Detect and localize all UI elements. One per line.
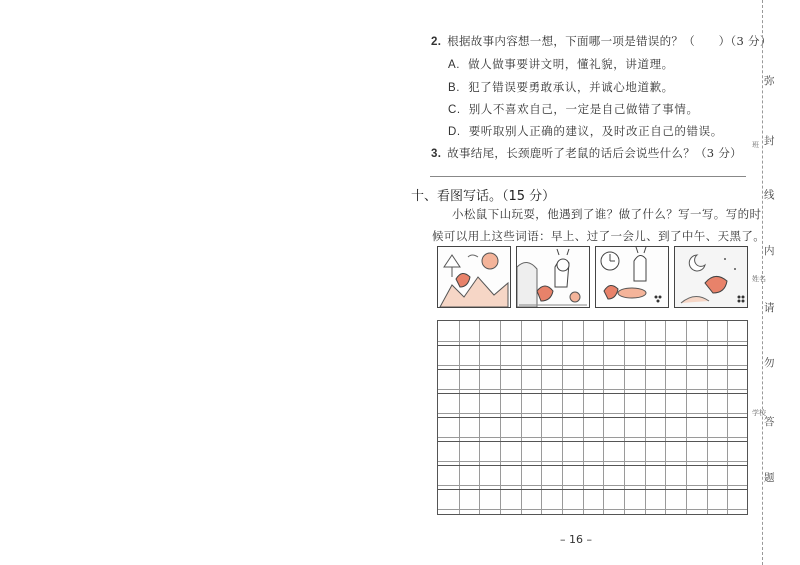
question-text: 故事结尾，长颈鹿听了老鼠的话后会说些什么？（3 分） — [447, 146, 742, 160]
picture-noon — [595, 246, 669, 308]
option-c — [448, 101, 699, 117]
option-letter: C. — [448, 104, 461, 116]
question-3 — [431, 145, 742, 161]
question-number: 3. — [431, 148, 442, 160]
binding-char: 线 — [764, 189, 775, 201]
option-text: 别人不喜欢自己，一定是自己做错了事情。 — [468, 102, 699, 116]
picture-morning — [437, 246, 511, 308]
writing-grid[interactable] — [437, 320, 748, 515]
option-letter: D. — [448, 126, 461, 138]
binding-char: 内 — [764, 245, 775, 257]
answer-line — [430, 176, 746, 177]
section-title: 十、看图写话。（15 分） — [411, 189, 556, 204]
binding-char: 题 — [764, 472, 775, 484]
option-text: 做人做事要讲文明，懂礼貌，讲道理。 — [468, 57, 674, 71]
binding-char: 请 — [764, 302, 775, 314]
instruction-line-1: 小松鼠下山玩耍，他遇到了谁？做了什么？写一写。写的时 — [452, 207, 762, 221]
picture-strip — [437, 246, 748, 309]
binding-label-class: 班 — [752, 141, 759, 149]
option-b — [448, 79, 674, 95]
option-a — [448, 56, 674, 72]
picture-meet — [516, 246, 590, 308]
binding-char: 勿 — [764, 357, 775, 369]
binding-label-school: 学校 — [752, 409, 766, 417]
instruction-line-2: 候可以用上这些词语：早上、过了一会儿、到了中午、天黑了。 — [432, 229, 766, 243]
page-number: – 16 – — [560, 533, 592, 546]
option-d — [448, 123, 723, 139]
option-text: 犯了错误要勇敢承认，并诚心地道歉。 — [468, 80, 674, 94]
binding-char: 答 — [764, 416, 775, 428]
picture-night — [674, 246, 748, 308]
option-letter: B. — [448, 82, 461, 94]
question-text: 根据故事内容想一想，下面哪一项是错误的？（ ）（3 分） — [447, 34, 772, 48]
option-text: 要听取别人正确的建议，及时改正自己的错误。 — [468, 124, 723, 138]
binding-label-name: 姓名 — [752, 275, 766, 283]
binding-char: 封 — [764, 135, 775, 147]
question-number: 2. — [431, 36, 442, 48]
option-letter: A. — [448, 59, 461, 71]
question-2 — [431, 33, 772, 49]
binding-char: 弥 — [764, 75, 775, 87]
